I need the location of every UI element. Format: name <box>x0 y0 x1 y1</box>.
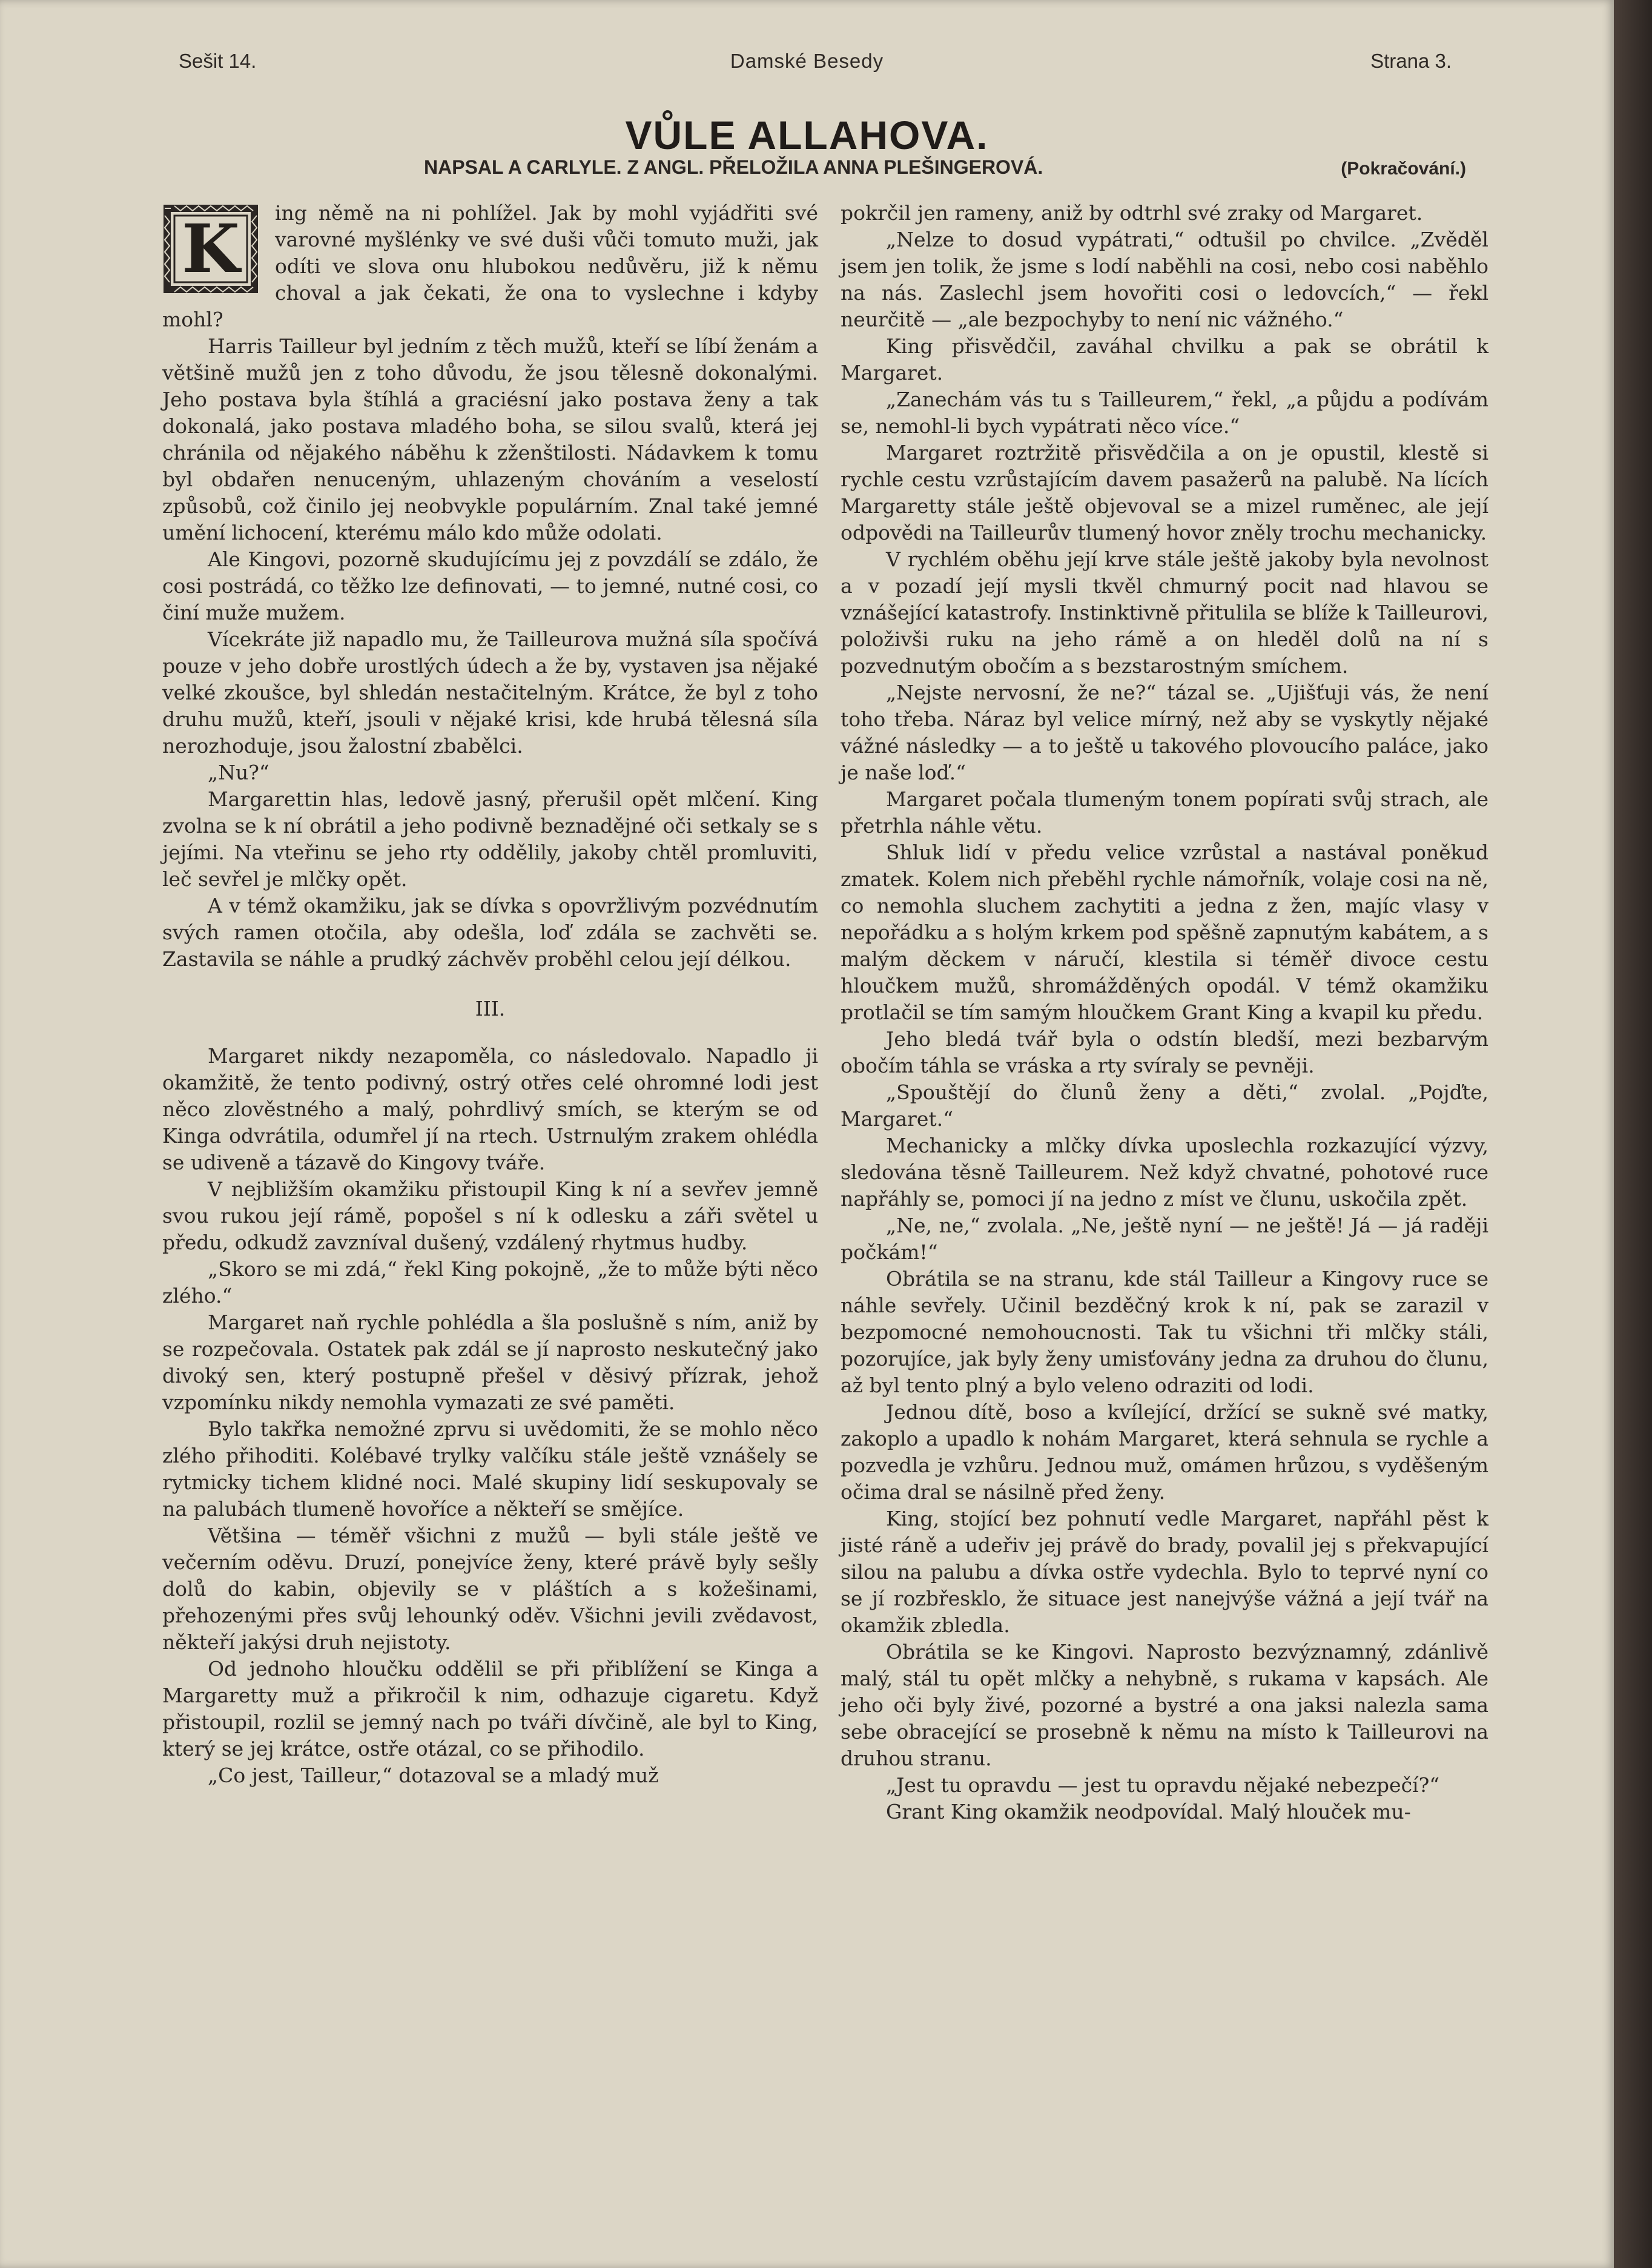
article-title: VŮLE ALLAHOVA. <box>625 113 989 157</box>
issue-number: Sešit 14. <box>179 50 257 72</box>
continued-note: (Pokračování.) <box>1341 159 1466 179</box>
paragraph: „Nejste nervosní, že ne?“ tázal se. „Ujišťuji vás, že není toho třeba. Náraz byl velice mírný, než aby se vyskytly nějaké vážné následky — a to ještě u takového plovoucího paláce, jako je naše loď.“ <box>841 681 1488 784</box>
dropcap-letter: K <box>182 210 240 288</box>
paragraph: „Nelze to dosud vypátrati,“ odtušil po chvilce. „Zvěděl jsem jen tolik, že jsme s lodí naběhli na cosi, nebo cosi naběhlo na nás. Zaslechl jsem hovořiti cosi o ledovcích,“ — řekl neurčitě — „ale bezpochyby to není nic vážného.“ <box>841 228 1488 331</box>
paragraph: Od jednoho hloučku oddělil se při přiblížení se Kinga a Margaretty muž a přikročil k nim, odhazuje cigaretu. Když přistoupil, rozlil se jemný nach po tváři dívčině, ale byl to King, který se jej krátce, ostře otázal, co se přihodilo. <box>162 1657 818 1761</box>
paragraph: Shluk lidí v předu velice vzrůstal a nastával poněkud zmatek. Kolem nich přeběhl rychle námořník, volaje cosi na ně, co nemohla sluchem zachytiti a jedna z žen, majíc vlasy v nepořádku a s holým krkem pod spěšně zapnutým kabátem, a s malým děckem v náručí, klestila si téměř divoce cestu hloučkem mužů, shromážděných opodál. V témž okamžiku protlačil se tím samým hloučkem Grant King a kvapil ku předu. <box>841 841 1488 1024</box>
paragraph: „Ne, ne,“ zvolala. „Ne, ještě nyní — ne ještě! Já — já raději počkám!“ <box>841 1214 1488 1264</box>
page-edge <box>1614 0 1652 2268</box>
paragraph: „Nu?“ <box>208 761 269 784</box>
magazine-name: Damské Besedy <box>730 50 884 72</box>
section-heading: III. <box>475 997 506 1020</box>
paragraph: Jednou dítě, boso a kvílející, držící se sukně své matky, zakoplo a upadlo k nohám Margaret, která sehnula se rychle a pozvedla je vzhůru. Jednou muž, omámen hrůzou, s vyděšeným očima dral se násilně před ženy. <box>841 1400 1488 1504</box>
paragraph: Bylo takřka nemožné zprvu si uvědomiti, že se mohlo něco zlého přihoditi. Kolébavé trylky valčíku stále ještě vznášely se rytmicky tichem klidné noci. Malé skupiny lidí seskupovaly se na palubách tlumeně hovoříce a někteří se smějíce. <box>162 1417 818 1521</box>
paragraph: „Spouštějí do člunů ženy a děti,“ zvolal. „Pojďte, Margaret.“ <box>841 1080 1488 1131</box>
paragraph: Margaret počala tlumeným tonem popírati svůj strach, ale přetrhla náhle větu. <box>841 787 1488 838</box>
paragraph: Margaret naň rychle pohlédla a šla poslušně s ním, aniž by se rozpečovala. Ostatek pak zdál se jí naprosto neskutečný jako divoký sen, který postupně přešel v děsivý přízrak, jehož vzpomínku nikdy nemohla vymazati ze své paměti. <box>162 1311 818 1414</box>
paragraph: Vícekráte již napadlo mu, že Tailleurova mužná síla spočívá pouze v jeho dobře urostlých údech a že by, vystaven jsa nějaké velké zkoušce, byl shledán nestačitelným. Krátce, že byl z toho druhu mužů, kteří, jsouli v nějaké krisi, kde hrubá tělesná síla nerozhoduje, jsou žalostní zbabělci. <box>162 627 818 758</box>
left-column <box>162 200 818 1789</box>
paragraph: King přisvědčil, zaváhal chvilku a pak se obrátil k Margaret. <box>841 334 1488 385</box>
paragraph: ing němě na ni pohlížel. Jak by mohl vyjádřiti své varovné myšlénky ve své duši vůči tomuto muži, jak odíti ve slova onu hlubokou nedůvěru, již k němu choval a jak čekati, že ona to vyslechne i kdyby mohl? <box>162 201 818 331</box>
paragraph: pokrčil jen rameny, aniž by odtrhl své zraky od Margaret. <box>841 201 1423 225</box>
paragraph: „Jest tu opravdu — jest tu opravdu nějaké nebezpečí?“ <box>886 1773 1440 1797</box>
paragraph: Obrátila se na stranu, kde stál Tailleur a Kingovy ruce se náhle sevřely. Učinil bezděčný krok k ní, pak se zarazil v bezpomocné nemohoucnosti. Tak tu všichni tři mlčky stáli, pozorujíce, jak byly ženy umisťovány jedna za druhou do člunu, až byl tento plný a bylo veleno odraziti od lodi. <box>841 1267 1488 1397</box>
paragraph: Margaret nikdy nezapoměla, co následovalo. Napadlo ji okamžitě, že tento podivný, ostrý otřes celé ohromné lodi jest něco zlověstného a malý, pohrdlivý smích, se kterým se od Kinga odvrátila, odumřel jí na rtech. Ustrnulým zrakem ohlédla se udiveně a tázavě do Kingovy tváře. <box>162 1044 818 1174</box>
paragraph: Obrátila se ke Kingovi. Naprosto bezvýznamný, zdánlivě malý, stál tu opět mlčky a nehybně, s rukama v kapsách. Ale jeho oči byly živé, pozorné a bystré a ona jaksi nalezla sama sebe obracející se prosebně k němu na místo k Tailleurovi na druhou stranu. <box>841 1640 1488 1770</box>
ornamental-initial <box>162 203 259 294</box>
paragraph: V nejbližším okamžiku přistoupil King k ní a sevřev jemně svou rukou její rámě, popošel s ní k odlesku a záři světel u předu, odkudž zavzníval dušený, vzdálený rhytmus hudby. <box>162 1177 818 1254</box>
paragraph: Jeho bledá tvář byla o odstín bledší, mezi bezbarvým obočím táhla se vráska a rty svíraly se pevněji. <box>841 1027 1488 1077</box>
paragraph: V rychlém oběhu její krve stále ještě jakoby byla nevolnost a v pozadí její mysli tkvěl chmurný pocit nad hlavou se vznášející katastrofy. Instinktivně přitulila se blíže k Tailleurovi, položivši ruku na jeho rámě a on hleděl dolů na ní s pozvednutým obočím a s bezstarostným smíchem. <box>841 547 1488 678</box>
paragraph: „Zanechám vás tu s Tailleurem,“ řekl, „a půjdu a podívám se, nemohl-li bych vypátrati něco více.“ <box>841 388 1488 438</box>
paragraph: Mechanicky a mlčky dívka uposlechla rozkazující výzvy, sledována těsně Tailleurem. Než když chvatné, pohotové ruce napřáhly se, pomoci jí na jedno z míst ve člunu, uskočila zpět. <box>841 1134 1488 1211</box>
paragraph: „Co jest, Tailleur,“ dotazoval se a mladý muž <box>208 1764 659 1787</box>
article-byline: NAPSAL A CARLYLE. Z ANGL. PŘELOŽILA ANNA PLEŠINGEROVÁ. <box>424 156 1043 178</box>
running-header <box>0 50 1614 86</box>
paragraph: Margaret roztržitě přisvědčila a on je opustil, klestě si rychle cestu vzrůstajícím davem pasažerů na palubě. Na lících Margaretty stále ještě objevoval se a mizel ruměnec, ale její odpovědi na Tailleurův tlumený hovor zněly trochu mechanicky. <box>841 441 1488 544</box>
page-number: Strana 3. <box>1370 50 1452 72</box>
paragraph: King, stojící bez pohnutí vedle Margaret, napřáhl pěst k jisté ráně a udeřiv jej právě do brady, povalil jej s překvapující silou na palubu a dívka ostře vydechla. Bylo to teprvé nyní co se jí rozbřesklo, že situace jest nanejvýše vážná a její tvář na okamžik zbledla. <box>841 1507 1488 1637</box>
right-column <box>841 200 1488 1825</box>
paragraph: Ale Kingovi, pozorně skudujícímu jej z povzdálí se zdálo, že cosi postrádá, co těžko lze definovati, — to jemné, nutné cosi, co činí muže mužem. <box>162 547 818 624</box>
paragraph: Margarettin hlas, ledově jasný, přerušil opět mlčení. King zvolna se k ní obrátil a jeho podivně beznadějné oči setkaly se s jejími. Na vteřinu se jeho rty oddělily, jakoby chtěl promluviti, leč sevřel je mlčky opět. <box>162 787 818 891</box>
paragraph: „Skoro se mi zdá,“ řekl King pokojně, „že to může býti něco zlého.“ <box>162 1257 818 1308</box>
paragraph: Většina — téměř všichni z mužů — byli stále ještě ve večerním oděvu. Druzí, ponejvíce ženy, které právě byly sešly dolů do kabin, objevily se v pláštích a s kožešinami, přehozenými přes svůj lehounký oděv. Všichni jevili zvědavost, někteří jakýsi druh nejistoty. <box>162 1524 818 1654</box>
paragraph: Grant King okamžik neodpovídal. Malý hlouček mu- <box>886 1800 1411 1823</box>
paragraph: A v témž okamžiku, jak se dívka s opovržlivým pozvédnutím svých ramen otočila, aby odešla, loď zdála se zachvěti se. Zastavila se náhle a prudký záchvěv proběhl celou její délkou. <box>162 894 818 971</box>
paragraph: Harris Tailleur byl jedním z těch mužů, kteří se líbí ženám a většině mužů jen z toho důvodu, že jsou tělesně dokonalými. Jeho postava byla štíhlá a graciésní jako postava ženy a tak dokonalá, jako postava mladého boha, se silou svalů, která jej chránila od nějakého náběhu k zženštilosti. Nádavkem k tomu byl obdařen nenuceným, uhlazeným chováním a veselostí způsobů, což činilo jej neobvykle populárním. Znal také jemné umění lichocení, kterému málo kdo může odolati. <box>162 334 818 544</box>
